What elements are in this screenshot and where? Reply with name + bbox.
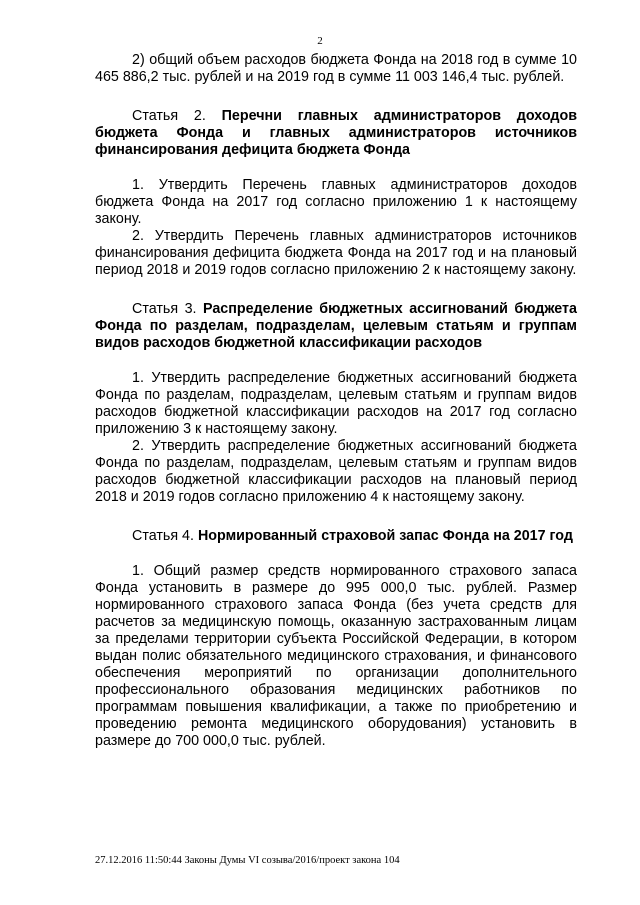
article-2-heading	[95, 108, 577, 159]
article-4-title: Нормированный страховой запас Фонда на 2017 год	[197, 528, 573, 544]
article-2-paragraph-2: 2. Утвердить Перечень главных администраторов источников финансирования дефицита бюджета Фонда на 2017 год и на плановый период 2018 и 2019 годов согласно приложению 2 к настоящему закону.	[95, 228, 577, 278]
article-3-title: Распределение бюджетных ассигнований бюджета Фонда по разделам, подразделам, целевым статьям и группам видов расходов бюджетной классификации расходов	[95, 301, 577, 351]
article-4-heading	[95, 528, 577, 545]
article-4-paragraph-1: 1. Общий размер средств нормированного страхового запаса Фонда установить в размере до 995 000,0 тыс. рублей. Размер нормированного страхового запаса Фонда (без учета средств для расчетов за медицинскую помощь, оказанную застрахованным лицам за пределами территории субъекта Российской Федерации, в котором выдан полис обязательного медицинского страхования, и финансового обеспечения мероприятий по организации дополнительного профессионального образования медицинских работников по программам повышения квалификации, а также по приобретению и проведению ремонта медицинского оборудования) установить в размере до 700 000,0 тыс. рублей.	[95, 563, 577, 749]
article-2-paragraph-1: 1. Утвердить Перечень главных администраторов доходов бюджета Фонда на 2017 год согласно приложению 1 к настоящему закону.	[95, 177, 577, 227]
article-3-heading	[95, 301, 577, 352]
document-body	[95, 52, 577, 750]
article-2-title: Перечни главных администраторов доходов бюджета Фонда и главных администраторов источников финансирования дефицита бюджета Фонда	[95, 108, 578, 158]
article-4-label: Статья 4.	[132, 528, 194, 544]
page-number: 2	[317, 35, 323, 47]
article-3-paragraph-1: 1. Утвердить распределение бюджетных ассигнований бюджета Фонда по разделам, подразделам, целевым статьям и группам видов расходов бюджетной классификации расходов на 2017 год согласно приложению 3 к настоящему закону.	[95, 370, 577, 437]
document-footer: 27.12.2016 11:50:44 Законы Думы VI созыва/2016/проект закона 104	[95, 855, 400, 866]
article-3-paragraph-2: 2. Утвердить распределение бюджетных ассигнований бюджета Фонда по разделам, подразделам, целевым статьям и группам видов расходов бюджетной классификации расходов на плановый период 2018 и 2019 годов согласно приложению 4 к настоящему закону.	[95, 438, 577, 505]
article-3-label: Статья 3.	[132, 301, 197, 317]
article-2-label: Статья 2.	[132, 108, 206, 124]
intro-paragraph: 2) общий объем расходов бюджета Фонда на 2018 год в сумме 10 465 886,2 тыс. рублей и на 2019 год в сумме 11 003 146,4 тыс. рублей.	[95, 52, 577, 85]
